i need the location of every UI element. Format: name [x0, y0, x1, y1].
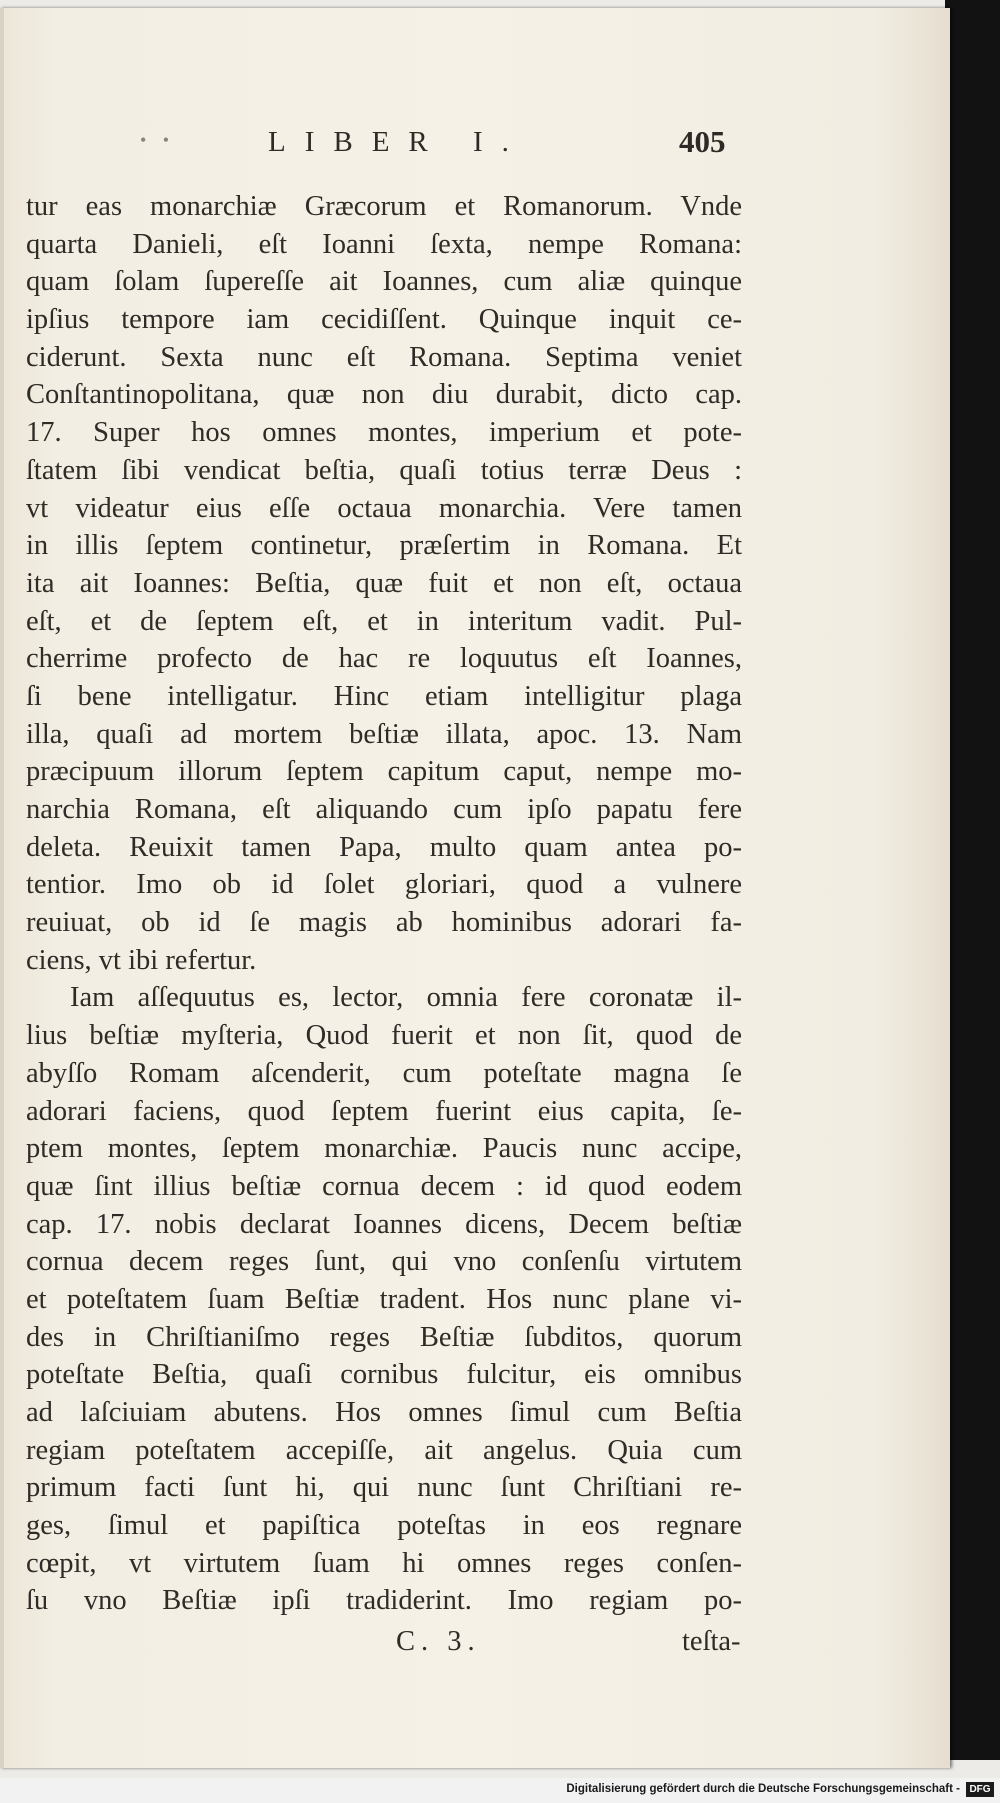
text-line: in illis ſeptem continetur, præſertim in Romana. Et [26, 530, 742, 562]
header-marks: • • [140, 130, 176, 150]
text-line: quarta Danieli, eſt Ioanni ſexta, nempe Romana: [26, 228, 742, 260]
text-line: tentior. Imo ob id ſolet gloriari, quod a vulnere [26, 869, 742, 901]
text-line: adorari faciens, quod ſeptem fuerint eius capita, ſe- [26, 1095, 742, 1127]
page-footer [0, 1626, 950, 1666]
book-page [0, 8, 950, 1768]
text-line: quam ſolam ſupereſſe ait Ioannes, cum aliæ quinque [26, 266, 742, 298]
text-line: ipſius tempore iam cecidiſſent. Quinque inquit ce- [26, 304, 742, 336]
text-line: ges, ſimul et papiſtica poteſtas in eos regnare [26, 1510, 742, 1542]
text-line: ciderunt. Sexta nunc eſt Romana. Septima veniet [26, 341, 742, 373]
text-line: cornua decem reges ſunt, qui vno conſenſu virtutem [26, 1246, 742, 1278]
text-line: eſt, et de ſeptem eſt, et in interitum vadit. Pul- [26, 605, 742, 637]
text-line: Conſtantinopolitana, quæ non diu durabit, dicto cap. [26, 379, 742, 411]
text-line: ſtatem ſibi vendicat beſtia, quaſi totius terræ Deus : [26, 454, 742, 486]
text-line: deleta. Reuixit tamen Papa, multo quam antea po- [26, 831, 742, 863]
body-text [26, 188, 742, 1620]
text-line: præcipuum illorum ſeptem capitum caput, nempe mo- [26, 756, 742, 788]
text-line: et poteſtatem ſuam Beſtiæ tradent. Hos nunc plane vi- [26, 1283, 742, 1315]
page-number: 405 [679, 124, 726, 159]
text-line: poteſtate Beſtia, quaſi cornibus fulcitur, eis omnibus [26, 1359, 742, 1391]
dfg-logo: DFG [966, 1782, 994, 1797]
scan-dark-edge [945, 0, 1000, 1760]
text-line: 17. Super hos omnes montes, imperium et pote- [26, 417, 742, 449]
text-line: ita ait Ioannes: Beſtia, quæ fuit et non eſt, octaua [26, 567, 742, 599]
catchword: teſta- [682, 1626, 741, 1657]
funding-text: Digitalisierung gefördert durch die Deutsche Forschungsgemeinschaft - [566, 1783, 960, 1795]
text-line: abyſſo Romam aſcenderit, cum poteſtate magna ſe [26, 1057, 742, 1089]
text-line: Iam aſſequutus es, lector, omnia fere coronatæ il- [70, 982, 742, 1014]
text-line: des in Chriſtianiſmo reges Beſtiæ ſubditos, quorum [26, 1321, 742, 1353]
text-line: ptem montes, ſeptem monarchiæ. Paucis nunc accipe, [26, 1133, 742, 1165]
text-line: illa, quaſi ad mortem beſtiæ illata, apoc. 13. Nam [26, 718, 742, 750]
text-line: cap. 17. nobis declarat Ioannes dicens, Decem beſtiæ [26, 1208, 742, 1240]
page-header [0, 116, 950, 166]
text-line: vt videatur eius eſſe octaua monarchia. Vere tamen [26, 492, 742, 524]
signature-mark: C. 3. [396, 1626, 481, 1657]
text-line: quæ ſint illius beſtiæ cornua decem : id quod eodem [26, 1170, 742, 1202]
text-line: ſi bene intelligatur. Hinc etiam intelligitur plaga [26, 680, 742, 712]
text-line: ſu vno Beſtiæ ipſi tradiderint. Imo regiam po- [26, 1585, 742, 1617]
text-line: lius beſtiæ myſteria, Quod fuerit et non ſit, quod de [26, 1020, 742, 1052]
text-line: cherrime profecto de hac re loquutus eſt Ioannes, [26, 643, 742, 675]
text-line: narchia Romana, eſt aliquando cum ipſo papatu fere [26, 794, 742, 825]
text-line: reuiuat, ob id ſe magis ab hominibus adorari fa- [26, 907, 742, 939]
text-line: ad laſciuiam abutens. Hos omnes ſimul cum Beſtia [26, 1397, 742, 1428]
text-line: tur eas monarchiæ Græcorum et Romanorum. Vnde [26, 191, 742, 222]
text-line: primum facti ſunt hi, qui nunc ſunt Chriſtiani re- [26, 1472, 742, 1504]
text-line: ciens, vt ibi refertur. [26, 944, 257, 976]
running-title: LIBER I. [268, 126, 528, 158]
text-line: regiam poteſtatem accepiſſe, ait angelus. Quia cum [26, 1434, 742, 1466]
funding-bar [0, 1778, 1000, 1803]
text-line: cœpit, vt virtutem ſuam hi omnes reges conſen- [26, 1547, 742, 1579]
